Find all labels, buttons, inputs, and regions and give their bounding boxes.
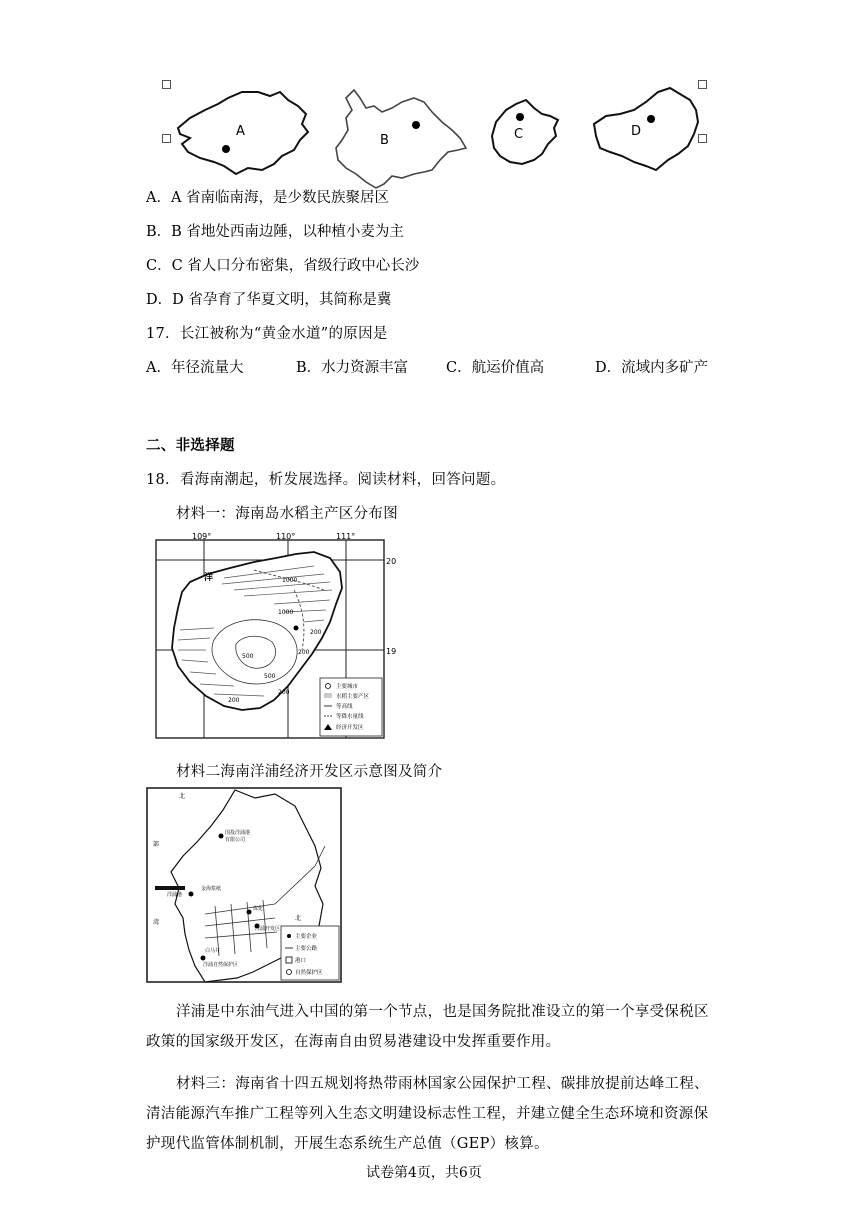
- province-c-outline: [492, 100, 558, 164]
- svg-text:19: 19: [386, 647, 397, 656]
- q17-option-b: B．水力资源丰富: [296, 360, 409, 376]
- svg-text:等降水量线: 等降水量线: [336, 714, 364, 720]
- svg-text:炼化: 炼化: [253, 906, 264, 912]
- svg-text:200: 200: [298, 649, 310, 656]
- svg-text:109°: 109°: [192, 532, 212, 541]
- svg-text:北: 北: [179, 793, 186, 800]
- q16-option-c: C．C 省人口分布密集，省级行政中心长沙: [146, 258, 420, 274]
- q16-option-b: B．B 省地处西南边陲，以种植小麦为主: [146, 224, 404, 240]
- svg-text:200: 200: [278, 689, 290, 696]
- svg-text:自然保护区: 自然保护区: [295, 970, 323, 976]
- province-c-capital-dot: [516, 113, 524, 121]
- svg-text:1000: 1000: [282, 577, 298, 584]
- svg-text:110°: 110°: [276, 532, 296, 541]
- svg-text:洋浦自然保护区: 洋浦自然保护区: [203, 962, 239, 968]
- material2-paragraph-line2: 政策的国家级开发区，在海南自由贸易港建设中发挥重要作用。: [146, 1034, 561, 1050]
- province-b-outline: [336, 90, 466, 188]
- svg-text:主要城市: 主要城市: [336, 684, 359, 690]
- province-a-capital-dot: [222, 145, 230, 153]
- svg-text:1000: 1000: [278, 609, 294, 616]
- svg-text:洋浦开发区: 洋浦开发区: [255, 926, 281, 932]
- province-label-c: C: [514, 127, 524, 142]
- svg-text:20: 20: [386, 557, 397, 566]
- svg-text:200: 200: [228, 697, 240, 704]
- section-title: 二、非选择题: [146, 438, 235, 454]
- svg-text:500: 500: [242, 653, 254, 660]
- svg-text:200: 200: [310, 629, 322, 636]
- svg-text:国投洋浦港: 国投洋浦港: [225, 830, 251, 836]
- q18-stem: 18．看海南潮起，析发展选择。阅读材料，回答问题。: [146, 472, 506, 488]
- province-b-capital-dot: [412, 121, 420, 129]
- svg-text:洋: 洋: [204, 573, 214, 583]
- svg-text:白马井: 白马井: [205, 948, 221, 954]
- q17-option-a: A．年径流量大: [146, 360, 244, 376]
- province-label-d: D: [631, 124, 642, 139]
- q17-stem: 17．长江被称为“黄金水道”的原因是: [146, 326, 388, 342]
- material1-title: 材料一：海南岛水稻主产区分布图: [176, 506, 398, 522]
- svg-text:等高线: 等高线: [336, 704, 353, 710]
- province-label-b: B: [380, 133, 389, 148]
- svg-text:经济开发区: 经济开发区: [336, 725, 364, 731]
- svg-text:洋浦港: 洋浦港: [167, 892, 183, 898]
- hainan-rice-map: [154, 530, 398, 740]
- svg-text:主要公路: 主要公路: [295, 946, 318, 952]
- province-label-a: A: [236, 124, 245, 139]
- svg-text:主要企业: 主要企业: [295, 934, 318, 940]
- svg-text:湾: 湾: [153, 919, 160, 926]
- svg-text:111°: 111°: [336, 532, 356, 541]
- svg-text:有限公司: 有限公司: [225, 837, 246, 843]
- material2-paragraph-line1: 洋浦是中东油气进入中国的第一个节点，也是国务院批准设立的第一个享受保税区: [176, 1004, 709, 1020]
- material3-paragraph-line1: 材料三：海南省十四五规划将热带雨林国家公园保护工程、碳排放提前达峰工程、: [176, 1076, 709, 1092]
- svg-text:部: 部: [153, 841, 160, 848]
- q16-option-d: D．D 省孕育了华夏文明，其简称是冀: [146, 292, 392, 308]
- province-outlines-figure: [170, 78, 710, 196]
- page-footer: 试卷第4页，共6页: [366, 1165, 482, 1181]
- province-d-outline: [594, 88, 698, 170]
- svg-text:金海浆纸: 金海浆纸: [201, 886, 222, 892]
- material2-title: 材料二海南洋浦经济开发区示意图及简介: [176, 764, 443, 780]
- svg-text:港口: 港口: [295, 958, 307, 964]
- q17-option-d: D．流域内多矿产: [595, 360, 709, 376]
- yangpu-zone-map: [145, 786, 343, 984]
- svg-text:水稻主要产区: 水稻主要产区: [336, 694, 370, 700]
- svg-text:500: 500: [264, 673, 276, 680]
- q17-option-c: C．航运价值高: [446, 360, 545, 376]
- material3-paragraph-line3: 护现代监管体制机制，开展生态系统生产总值（GEP）核算。: [146, 1136, 549, 1152]
- svg-text:北: 北: [295, 915, 302, 922]
- q16-option-a: A．A 省南临南海，是少数民族聚居区: [146, 190, 390, 206]
- province-d-capital-dot: [647, 115, 655, 123]
- material3-paragraph-line2: 清洁能源汽车推广工程等列入生态文明建设标志性工程，并建立健全生态环境和资源保: [146, 1106, 709, 1122]
